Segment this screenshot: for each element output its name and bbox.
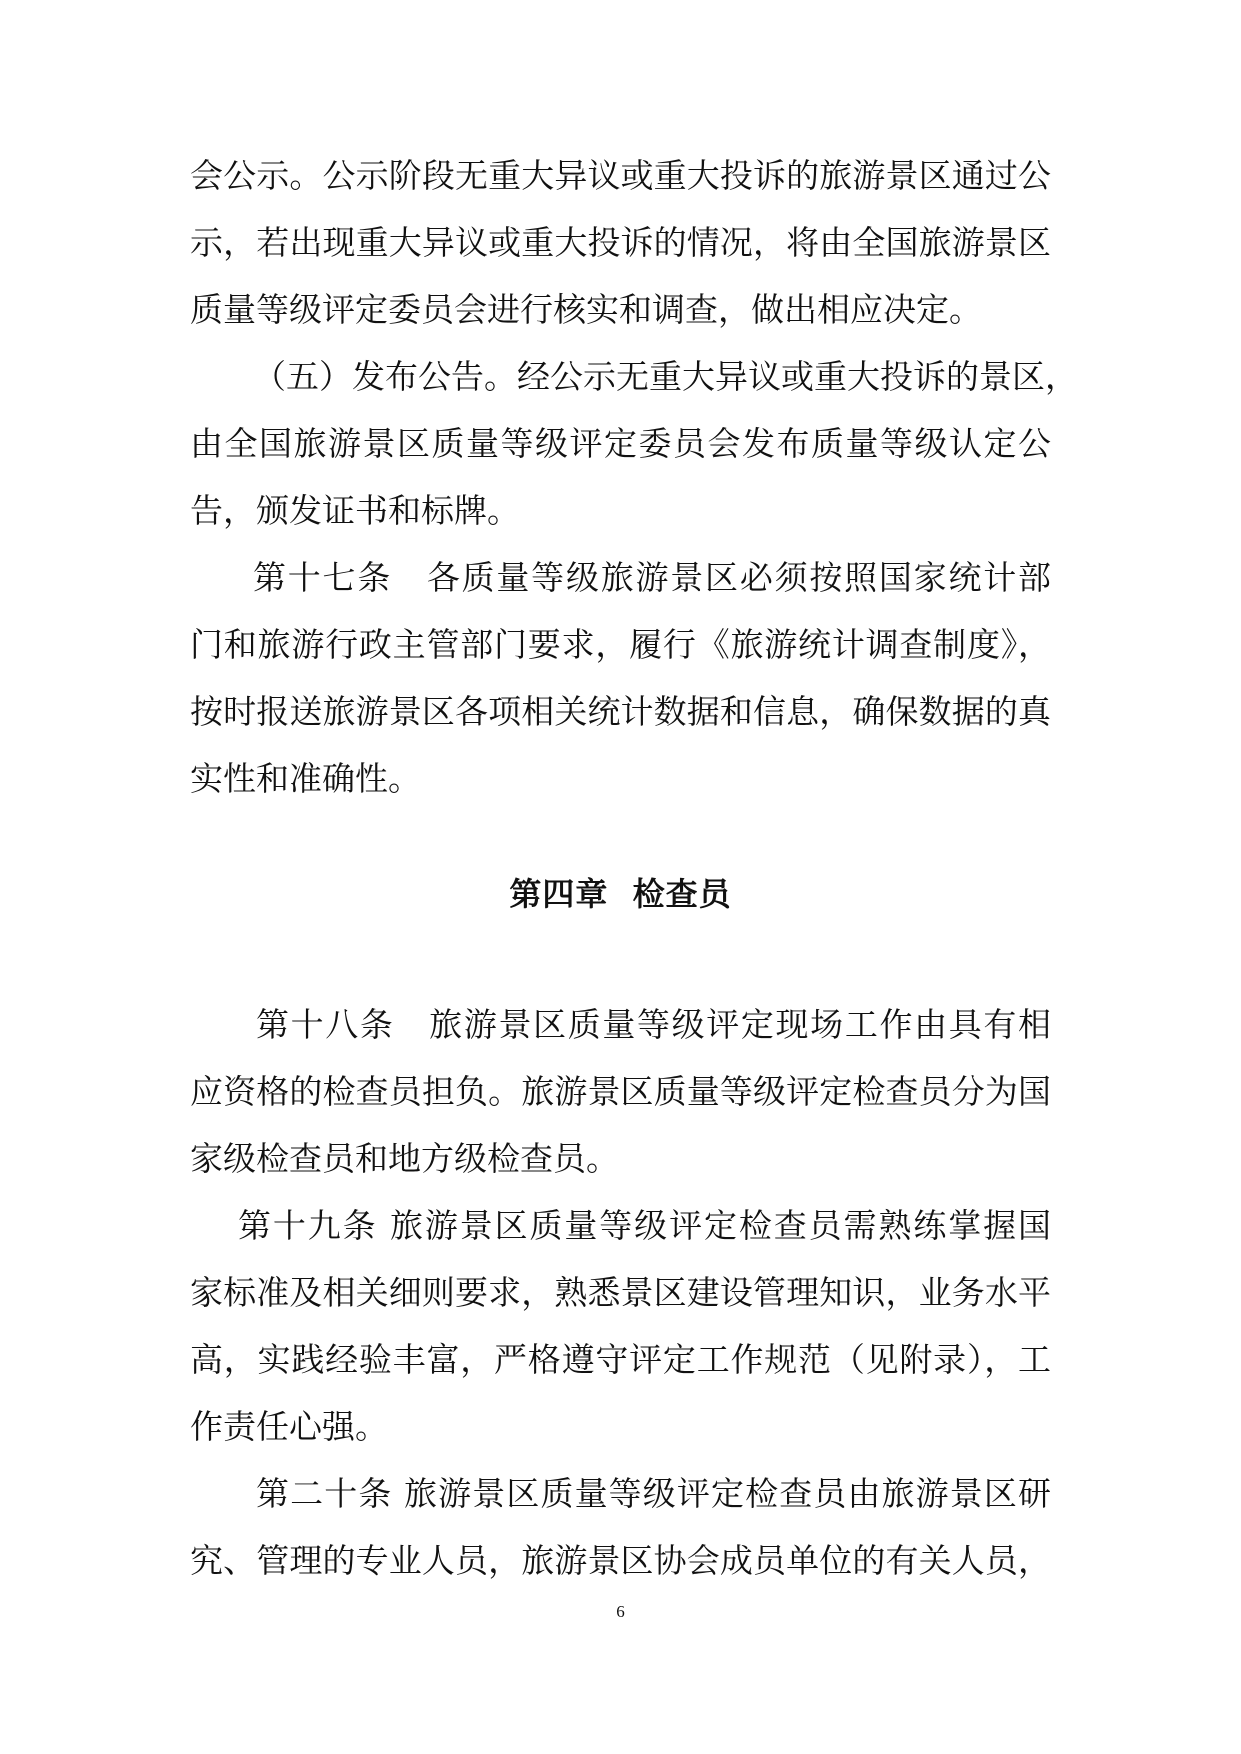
paragraph-4-line-3: 家级检查员和地方级检查员。 [190, 1139, 619, 1178]
chapter-title: 第四章 检查员 [509, 875, 732, 913]
paragraph-5-line-3: 高，实践经验丰富，严格遵守评定工作规范（见附录），工 [190, 1340, 1051, 1379]
paragraph-1-line-2: 示，若出现重大异议或重大投诉的情况，将由全国旅游景区 [190, 223, 1051, 262]
paragraph-5-line-2: 家标准及相关细则要求，熟悉景区建设管理知识，业务水平 [190, 1273, 1051, 1312]
paragraph-6-line-1: 第二十条 旅游景区质量等级评定检查员由旅游景区研 [256, 1474, 1051, 1513]
page-number: 6 [616, 1602, 625, 1621]
paragraph-1-line-1: 会公示。公示阶段无重大异议或重大投诉的旅游景区通过公 [190, 156, 1051, 195]
paragraph-3-line-2: 门和旅游行政主管部门要求，履行《旅游统计调查制度》， [190, 625, 1051, 664]
paragraph-4-line-1: 第十八条 旅游景区质量等级评定现场工作由具有相 [256, 1005, 1051, 1044]
paragraph-3-line-4: 实性和准确性。 [190, 759, 421, 798]
paragraph-5-line-1: 第十九条 旅游景区质量等级评定检查员需熟练掌握国 [238, 1206, 1051, 1245]
paragraph-2-line-2: 由全国旅游景区质量等级评定委员会发布质量等级认定公 [190, 424, 1051, 463]
paragraph-3-line-3: 按时报送旅游景区各项相关统计数据和信息，确保数据的真 [190, 692, 1051, 731]
paragraph-4-line-2: 应资格的检查员担负。旅游景区质量等级评定检查员分为国 [190, 1072, 1051, 1111]
paragraph-5-line-4: 作责任心强。 [190, 1407, 388, 1446]
paragraph-1-line-3: 质量等级评定委员会进行核实和调查，做出相应决定。 [190, 290, 982, 329]
paragraph-2-line-3: 告，颁发证书和标牌。 [190, 491, 520, 530]
paragraph-6-line-2: 究、管理的专业人员，旅游景区协会成员单位的有关人员， [190, 1541, 1051, 1580]
paragraph-3-line-1: 第十七条 各质量等级旅游景区必须按照国家统计部 [253, 558, 1051, 597]
paragraph-2-line-1: （五）发布公告。经公示无重大异议或重大投诉的景区， [253, 357, 1078, 396]
